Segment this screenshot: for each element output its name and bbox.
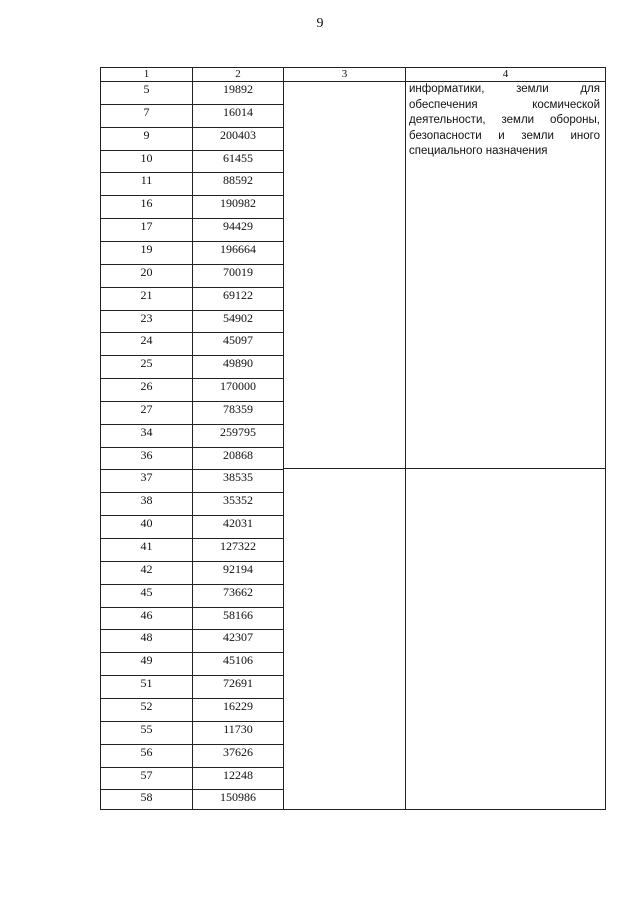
row-number-cell: 16 [140,196,153,211]
row-number-cell: 7 [143,104,150,119]
value-cell: 42307 [223,630,253,645]
row-number-cell: 55 [140,721,153,736]
row-number-cell: 49 [140,653,153,668]
row-number-cell: 20 [140,264,153,279]
row-number-cell: 25 [140,356,153,371]
row-number-cell: 41 [140,539,153,553]
row-number-cell: 46 [140,607,153,622]
value-cell: 78359 [223,401,253,416]
row-number-cell: 27 [140,401,153,416]
value-cell: 73662 [223,584,253,599]
value-cell: 45097 [223,333,253,348]
row-number-cell: 52 [140,698,153,713]
row-number-cell: 48 [140,630,153,645]
page-number: 9 [316,16,324,31]
header-cell-1: 1 [143,68,150,80]
value-cell: 38535 [223,470,253,485]
row-number-cell: 37 [140,470,153,485]
row-number-cell: 24 [140,333,153,348]
value-cell: 16229 [223,698,253,713]
row-number-cell: 51 [140,676,153,691]
data-table [100,67,606,810]
value-cell: 259795 [220,424,256,439]
row-number-cell: 58 [140,790,153,805]
row-number-cell: 40 [140,516,153,531]
value-cell: 54902 [223,310,253,325]
row-number-cell: 26 [140,379,153,394]
value-cell: 20868 [223,447,253,462]
row-number-cell: 34 [140,424,153,439]
value-cell: 170000 [220,379,256,394]
header-cell-3: 3 [341,68,348,80]
value-cell: 70019 [223,264,253,279]
value-cell: 42031 [223,516,253,531]
value-cell: 37626 [223,744,253,759]
row-number-cell: 57 [140,767,153,782]
description-line: деятельности, земли обороны, [409,114,600,126]
row-number-cell: 10 [140,150,153,165]
row-number-cell: 45 [140,584,153,599]
value-cell: 72691 [223,676,253,691]
description-line: информатики, земли для [409,83,600,95]
value-cell: 94429 [223,219,253,234]
group-divider [283,468,605,469]
value-cell: 190982 [220,196,256,211]
column-divider [405,68,406,809]
row-number-cell: 56 [140,744,153,759]
row-number-cell: 23 [140,310,153,325]
header-cell-2: 2 [235,68,241,80]
value-cell: 35352 [223,493,253,508]
header-cell-4: 4 [502,68,509,80]
column-divider [283,68,284,809]
row-number-cell: 42 [140,561,153,576]
row-number-cell: 5 [143,82,150,96]
value-cell: 16014 [223,104,253,119]
value-cell: 12248 [223,767,253,782]
value-cell: 196664 [220,241,256,256]
value-cell: 200403 [220,127,256,142]
value-cell: 127322 [220,539,256,553]
value-cell: 19892 [223,82,253,96]
value-cell: 58166 [223,607,253,622]
row-number-cell: 19 [140,241,153,256]
row-number-cell: 9 [143,127,150,142]
value-cell: 69122 [223,287,253,302]
row-number-cell: 36 [140,447,153,462]
description-line: обеспечения космической [409,98,600,111]
description-line: безопасности и земли иного [409,129,600,142]
description-line: специального назначения [409,145,548,157]
value-cell: 61455 [223,150,253,165]
column4-description [409,82,600,160]
row-number-cell: 38 [140,493,153,508]
row-number-cell: 11 [140,173,153,188]
value-cell: 92194 [223,561,253,576]
value-cell: 88592 [223,173,253,188]
row-number-cell: 21 [140,287,153,302]
value-cell: 45106 [223,653,253,668]
value-cell: 11730 [223,721,253,736]
value-cell: 150986 [220,790,256,805]
row-number-cell: 17 [140,219,153,234]
value-cell: 49890 [223,356,253,371]
